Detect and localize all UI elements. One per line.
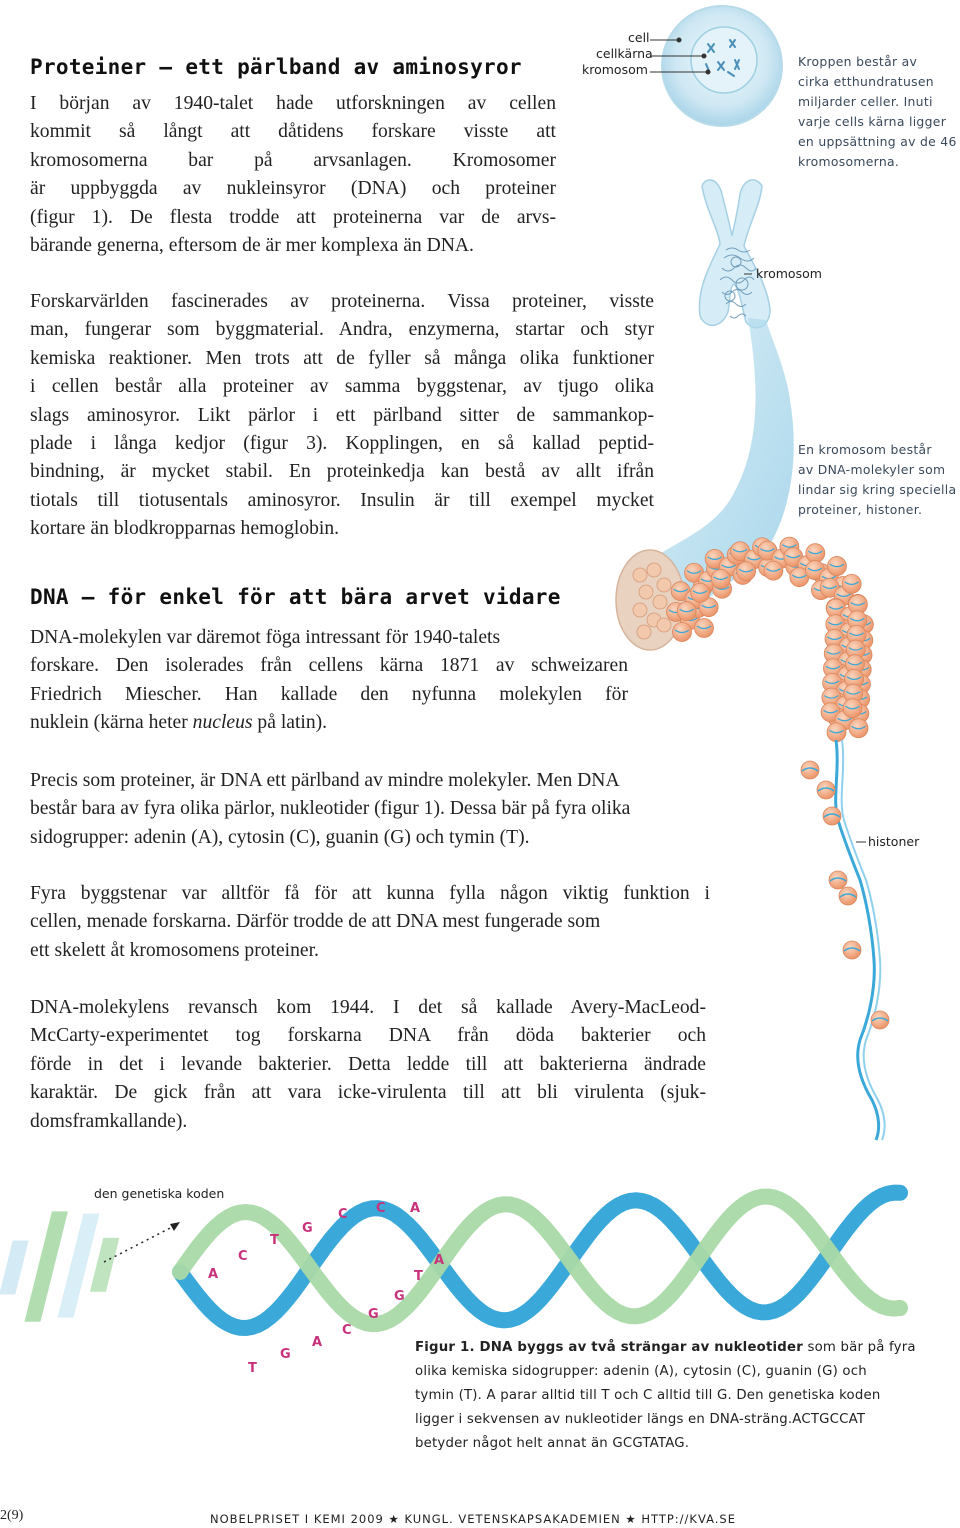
- text-line: plade i långa kedjor (figur 3). Kopplingen, en så kallad peptid-: [30, 433, 654, 455]
- text-line: forskare. Den isolerades från cellens kärna 1871 av schweizaren: [30, 655, 628, 677]
- text-line: DNA-molekylens revansch kom 1944. I det så kallade Avery-MacLeod-: [30, 997, 706, 1018]
- section1-paragraph-1: [30, 90, 556, 260]
- dna-with-histones: [801, 740, 889, 1140]
- caption-title: Figur 1. DNA byggs av två strängar av nukleotider: [415, 1340, 804, 1355]
- caption-line: olika kemiska sidogrupper: adenin (A), cytosin (C), guanin (G) och: [415, 1364, 867, 1379]
- caption-line: tymin (T). A parar alltid till T och C alltid till G. Den genetiska koden: [415, 1388, 881, 1403]
- chromosome-illustration: [699, 180, 770, 328]
- text-line: varje cells kärna ligger: [798, 114, 947, 129]
- section2-paragraph-4: [30, 994, 706, 1136]
- base-letter: C: [342, 1323, 352, 1338]
- text-line: kortare än blodkropparnas hemoglobin.: [30, 518, 340, 540]
- text-line: består bara av fyra olika pärlor, nukleotider (figur 1). Dessa bär på fyra olika: [30, 798, 631, 820]
- text-line: Kroppen består av: [798, 54, 918, 69]
- side-note-chromosome: [798, 440, 956, 520]
- text-run: nuklein (kärna heter: [30, 712, 193, 734]
- section1-heading: Proteiner – ett pärlband av aminosyror: [30, 55, 522, 79]
- caption-line: [415, 1336, 935, 1360]
- text-line: McCarty-experimentet tog forskarna DNA från döda bakterier och: [30, 1025, 706, 1047]
- text-line: kommit så långt att dåtidens forskare visste att: [30, 121, 556, 143]
- side-note-cells: [798, 52, 957, 172]
- text-line: kromosomerna bar på arvsanlagen. Kromosomer: [30, 149, 556, 171]
- nucleus-label: cellkärna: [596, 46, 653, 61]
- base-letter: T: [414, 1269, 423, 1284]
- text-line: är uppbyggda av nukleinsyror (DNA) och proteiner: [30, 178, 556, 200]
- text-line: Fyra byggstenar var alltför få för att kunna fylla någon viktig funktion i: [30, 883, 710, 904]
- text-line: ett skelett åt kromosomens proteiner.: [30, 939, 319, 961]
- histones-label: histoner: [868, 834, 920, 849]
- text-line: bärande generna, eftersom de är mer komplexa än DNA.: [30, 235, 474, 257]
- base-pair: [90, 1238, 119, 1292]
- section2-paragraph-2: [30, 767, 734, 852]
- text-line: cellen, menade forskarna. Därför trodde de att DNA mest fungerade som: [30, 911, 601, 933]
- figure-caption: [415, 1336, 935, 1456]
- base-letter: G: [302, 1221, 313, 1236]
- text-line: proteiner, histoner.: [798, 502, 923, 517]
- base-letter: A: [410, 1201, 421, 1216]
- base-letter: A: [312, 1335, 323, 1350]
- base-letter: G: [368, 1307, 379, 1322]
- text-line: En kromosom består: [798, 442, 932, 457]
- text-line: DNA-molekylen var däremot föga intressant för 1940-talets: [30, 627, 501, 648]
- text-line: miljarder celler. Inuti: [798, 94, 933, 109]
- text-run: på latin).: [252, 712, 328, 734]
- base-letter: A: [434, 1253, 445, 1268]
- caption-line: betyder något helt annat än GCGTATAG.: [415, 1436, 690, 1451]
- text-line: Friedrich Miescher. Han kallade den nyfunna molekylen för: [30, 683, 628, 705]
- caption-line: ligger i sekvensen av nukleotider längs en DNA-sträng.ACTGCCAT: [415, 1412, 866, 1427]
- base-letter: G: [280, 1347, 291, 1362]
- text-line: bindning, är mycket stabil. En proteinkedja kan bestå av allt ifrån: [30, 461, 654, 483]
- italic-word: nucleus: [192, 712, 253, 734]
- section1-paragraph-2: [30, 288, 654, 544]
- text-line: i cellen består alla proteiner av samma byggstenar, av tjugo olika: [30, 376, 654, 398]
- text-line: I början av 1940-talet hade utforskningen av cellen: [30, 93, 556, 114]
- base-letter: G: [394, 1289, 405, 1304]
- text-line: förde in det i levande bakterier. Detta ledde till att bakterierna ändrade: [30, 1053, 706, 1075]
- text-line: av DNA-molekyler som: [798, 462, 946, 477]
- cell-label: cell: [628, 30, 650, 45]
- base-letter: C: [338, 1207, 348, 1222]
- page-number: 2(9): [0, 1508, 24, 1523]
- base-pair: [57, 1214, 99, 1318]
- text-line: karaktär. De gick från att vara icke-virulenta till att bli virulenta (sjuk-: [30, 1082, 706, 1104]
- section2-heading: DNA – för enkel för att bära arvet vidare: [30, 585, 561, 609]
- text-line: lindar sig kring speciella: [798, 482, 957, 497]
- base-letter: T: [248, 1361, 257, 1376]
- text-line: sidogrupper: adenin (A), cytosin (C), guanin (G) och tymin (T).: [30, 826, 530, 848]
- text-line: cirka etthundratusen: [798, 74, 934, 89]
- base-letter: A: [208, 1267, 219, 1282]
- footer-text: NOBELPRISET I KEMI 2009 ★ KUNGL. VETENSKAPSAKADEMIEN ★ HTTP://KVA.SE: [210, 1512, 736, 1526]
- base-letter: C: [376, 1201, 386, 1216]
- section2-paragraph-3: [30, 880, 710, 965]
- cell-illustration: [650, 6, 782, 126]
- text-run: som bär på fyra: [803, 1340, 916, 1355]
- chromosome-label: kromosom: [756, 266, 822, 281]
- text-line: en uppsättning av de 46: [798, 134, 957, 149]
- text-line: kemiska reaktioner. Men trots att de fyller så många olika funktioner: [30, 347, 654, 369]
- text-line: tiotals till tiotusentals aminosyror. Insulin är till exempel mycket: [30, 489, 654, 511]
- text-line: slags aminosyror. Likt pärlor i ett pärlband sitter de sammankop-: [30, 404, 654, 426]
- text-line: [30, 709, 628, 737]
- genetic-code-label: den genetiska koden: [94, 1186, 225, 1201]
- base-pair: [0, 1241, 29, 1295]
- histone-solenoid: [667, 537, 874, 742]
- text-line: domsframkallande).: [30, 1110, 188, 1132]
- text-line: (figur 1). De flesta trodde att proteinerna var de arvs-: [30, 206, 556, 228]
- text-line: Precis som proteiner, är DNA ett pärlband av mindre molekyler. Men DNA: [30, 770, 620, 791]
- text-line: kromosomerna.: [798, 154, 900, 169]
- text-line: Forskarvärlden fascinerades av proteinerna. Vissa proteiner, visste: [30, 291, 654, 312]
- base-letter: C: [238, 1249, 248, 1264]
- section2-paragraph-1: [30, 624, 628, 738]
- text-line: man, fungerar som byggmaterial. Andra, enzymerna, startar och styr: [30, 319, 654, 341]
- base-letter: T: [270, 1233, 279, 1248]
- chromosome-label-top: kromosom: [582, 62, 648, 77]
